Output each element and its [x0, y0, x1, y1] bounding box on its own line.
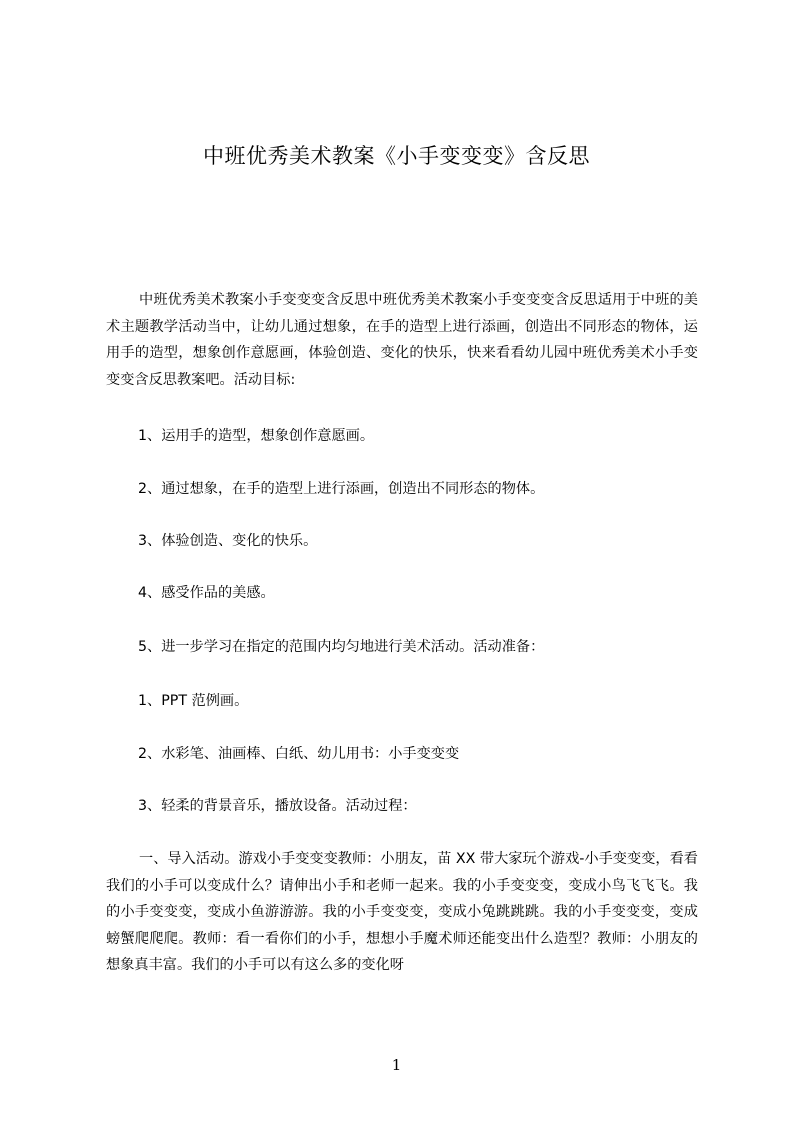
preparation-item-1: 1、PPT 范例画。	[138, 693, 249, 709]
goal-item-5: 5、进一步学习在指定的范围内均匀地进行美术活动。活动准备：	[138, 639, 545, 655]
goal-item-4: 4、感受作品的美感。	[138, 585, 275, 601]
page-number: 1	[391, 1056, 402, 1074]
preparation-item-3: 3、轻柔的背景音乐，播放设备。活动过程：	[138, 798, 417, 814]
goal-item-3: 3、体验创造、变化的快乐。	[138, 533, 318, 549]
intro-paragraph: 中班优秀美术教案小手变变变含反思中班优秀美术教案小手变变变含反思适用于中班的美术主题教学活动当中，让幼儿通过想象，在手的造型上进行添画，创造出不同形态的物体，运用手的造型，想象创作意愿画，体验创造、变化的快乐，快来看看幼儿园中班优秀美术小手变变变含反思教案吧。活动目标:	[106, 292, 698, 388]
goal-item-2: 2、通过想象，在手的造型上进行添画，创造出不同形态的物体。	[138, 481, 545, 497]
document-title: 中班优秀美术教案《小手变变变》含反思	[203, 144, 590, 168]
process-paragraph: 一、导入活动。游戏小手变变变教师：小朋友，苗 XX 带大家玩个游戏-小手变变变，看看我们的小手可以变成什么？请伸出小手和老师一起来。我的小手变变变，变成小鸟飞飞飞。我的小手变变变，变成小鱼游游游。我的小手变变变，变成小兔跳跳跳。我的小手变变变，变成螃蟹爬爬爬。教师：看一看你们的小手，想想小手魔术师还能变出什么造型？教师：小朋友的想象真丰富。我们的小手可以有这么多的变化呀	[106, 851, 698, 973]
preparation-item-2: 2、水彩笔、油画棒、白纸、幼儿用书：小手变变变	[138, 746, 460, 762]
goal-item-1: 1、运用手的造型，想象创作意愿画。	[138, 428, 375, 444]
